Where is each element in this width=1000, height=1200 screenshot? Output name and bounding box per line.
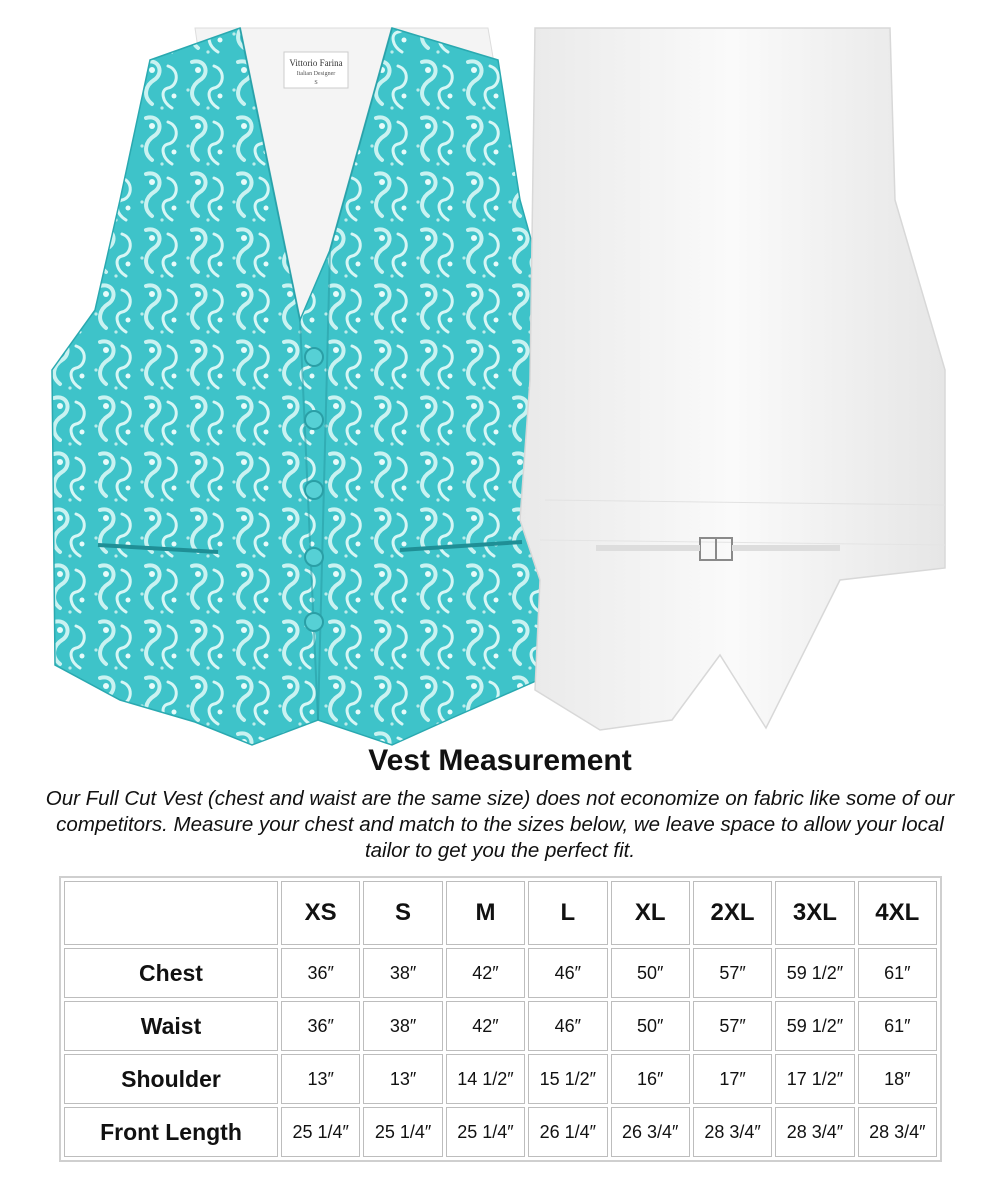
table-cell: 57″: [693, 948, 772, 998]
table-cell: 36″: [281, 1001, 360, 1051]
row-label: Front Length: [64, 1107, 278, 1157]
table-row: [64, 1001, 937, 1051]
table-cell: 25 1/4″: [363, 1107, 442, 1157]
table-cell: 13″: [281, 1054, 360, 1104]
description-text: Our Full Cut Vest (chest and waist are the same size) does not economize on fabric like some of our competitors. Measure your chest and match to the sizes below, we leave space to allow your local tailor to get you the perfect fit.: [45, 787, 955, 862]
table-cell: 59 1/2″: [775, 1001, 854, 1051]
vest-front-image: [52, 28, 580, 745]
table-cell: 38″: [363, 948, 442, 998]
table-cell: 57″: [693, 1001, 772, 1051]
table-cell: 42″: [446, 1001, 525, 1051]
size-header: L: [528, 881, 607, 945]
size-chart-table: [59, 876, 942, 1162]
table-cell: 13″: [363, 1054, 442, 1104]
tag-sub: Italian Designer: [296, 71, 336, 77]
row-label: Shoulder: [64, 1054, 278, 1104]
table-cell: 61″: [858, 948, 937, 998]
table-header-row: [64, 881, 937, 945]
row-label: Chest: [64, 948, 278, 998]
table-cell: 26 1/4″: [528, 1107, 607, 1157]
table-row: [64, 1107, 937, 1157]
row-label: Waist: [64, 1001, 278, 1051]
table-cell: 17 1/2″: [775, 1054, 854, 1104]
page-title: Vest Measurement: [368, 744, 632, 777]
tag-size: S: [314, 80, 318, 86]
size-header: XS: [281, 881, 360, 945]
table-cell: 25 1/4″: [281, 1107, 360, 1157]
table-row: [64, 948, 937, 998]
table-cell: 28 3/4″: [775, 1107, 854, 1157]
table-corner-cell: [64, 881, 278, 945]
table-cell: 16″: [611, 1054, 690, 1104]
size-header: 4XL: [858, 881, 937, 945]
size-header: 3XL: [775, 881, 854, 945]
tag-brand: Vittorio Farina: [289, 58, 343, 68]
table-cell: 38″: [363, 1001, 442, 1051]
size-header: XL: [611, 881, 690, 945]
table-row: [64, 1054, 937, 1104]
table-cell: 59 1/2″: [775, 948, 854, 998]
table-cell: 36″: [281, 948, 360, 998]
size-header: 2XL: [693, 881, 772, 945]
table-cell: 25 1/4″: [446, 1107, 525, 1157]
table-cell: 42″: [446, 948, 525, 998]
table-cell: 46″: [528, 948, 607, 998]
table-cell: 26 3/4″: [611, 1107, 690, 1157]
table-cell: 18″: [858, 1054, 937, 1104]
vest-back-image: [520, 28, 945, 730]
table-cell: 28 3/4″: [693, 1107, 772, 1157]
table-cell: 50″: [611, 1001, 690, 1051]
size-header: S: [363, 881, 442, 945]
table-cell: 17″: [693, 1054, 772, 1104]
table-cell: 46″: [528, 1001, 607, 1051]
size-header: M: [446, 881, 525, 945]
table-cell: 61″: [858, 1001, 937, 1051]
table-cell: 15 1/2″: [528, 1054, 607, 1104]
table-cell: 28 3/4″: [858, 1107, 937, 1157]
table-cell: 50″: [611, 948, 690, 998]
table-cell: 14 1/2″: [446, 1054, 525, 1104]
